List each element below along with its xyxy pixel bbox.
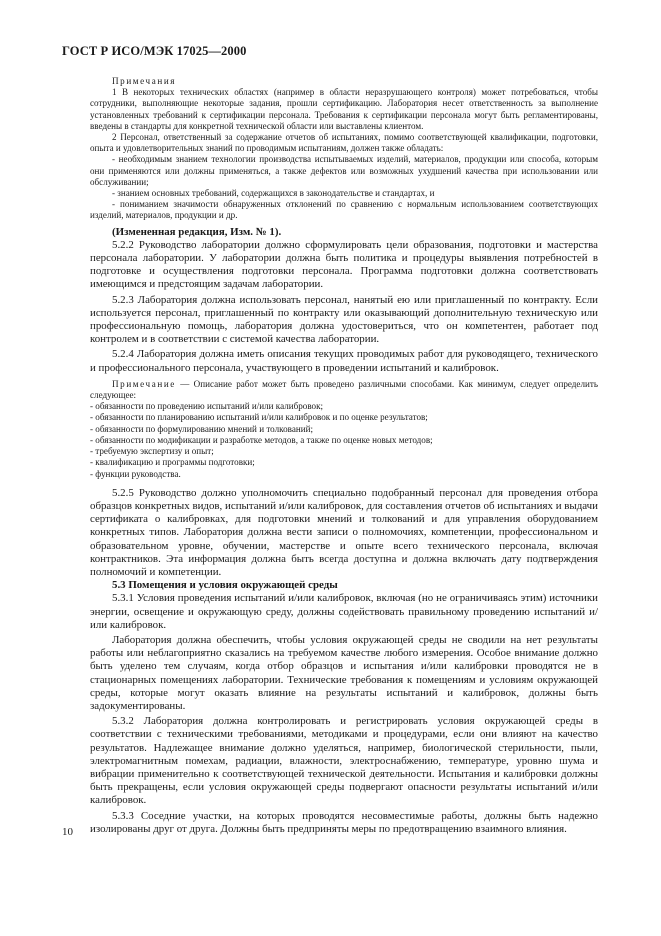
page-header: ГОСТ Р ИСО/МЭК 17025—2000 — [62, 44, 247, 58]
note-bullet: - обязанности по формулированию мнений и толкований; — [90, 423, 313, 434]
note-item-1: 1 В некоторых технических областях (например в области неразрушающего контроля) может потребоваться, чтобы сотрудники, выполняющие некоторые задания, прошли сертификацию. Лаборатория несет ответственность за выполнение установленных требований к сертификации персонала. Требования к сертификации персонала могут быть регламентированы, введены в стандарты для конкретной технической области или выставлены клиентом. — [90, 87, 598, 131]
note-item-2: 2 Персонал, ответственный за содержание отчетов об испытаниях, помимо соответствующей квалификации, подготовки, опыта и удовлетворительных знаний по проводимым испытаниям, должен также обладать: — [90, 132, 598, 154]
note-label: Примечание — [112, 378, 176, 389]
note-bullet: - требуемую экспертизу и опыт; — [90, 446, 214, 457]
page-number: 10 — [62, 826, 73, 838]
note-bullet: - знанием основных требований, содержащихся в законодательстве и стандартах, и — [112, 188, 435, 199]
section-heading-5-3: 5.3 Помещения и условия окружающей среды — [112, 579, 338, 592]
note-block-2 — [90, 379, 598, 480]
note-bullet: - функции руководства. — [90, 468, 181, 479]
paragraph-5-2-5: 5.2.5 Руководство должно уполномочить специально подобранный персонал для проведения отбора образцов конкретных видов, испытаний и/или калибровок, для составления отчетов об испытаниях и выдачи сертификата о калибровках, для подготовки мнений и толкований и для управления оборудованием конкретных типов. Лаборатория должна вести записи о полномочиях, компетенции, профессиональном и образовательном уровне, обучении, мастерстве и опыте всего технического персонала, включая контрактников. Эта информация должна быть всегда доступна и должна включать дату подтверждения полномочий и компетенции. — [90, 486, 598, 578]
note-block-1 — [90, 76, 598, 222]
main-text — [90, 226, 598, 375]
paragraph-5-2-3: 5.2.3 Лаборатория должна использовать персонал, нанятый ею или приглашенный по контракту. Если используется персонал, приглашенный по контракту или оказывающий дополнительную техническую или профессиональную помощь, лаборатория должна удостовериться, что он компетентен, работает под контролем и в соответствии с системой качества лаборатории. — [90, 293, 598, 346]
paragraph-5-2-4: 5.2.4 Лаборатория должна иметь описания текущих проводимых работ для руководящего, технического и профессионального персонала, участвующего в проведении испытаний и калибровок. — [90, 348, 598, 374]
note-bullet: - обязанности по модификации и разработке методов, а также по оценке новых методов; — [90, 434, 433, 445]
page-body — [90, 76, 598, 836]
paragraph-5-3-2: 5.3.2 Лаборатория должна контролировать и регистрировать условия окружающей среды в соответствии с техническими требованиями, методиками и процедурами, если они влияют на качество результатов. Надлежащее внимание должно уделяться, например, биологической стерильности, пыли, электромагнитным помехам, радиации, влажности, электроснабжению, температуре, уровню шума и вибрации применительно к соответствующей технической деятельности. Испытания и калибровки должны быть прекращены, если условия окружающей среды подвергают опасности результаты испытаний и/или калибровок. — [90, 715, 598, 807]
note-bullet: - необходимым знанием технологии производства испытываемых изделий, материалов, продукции или способа, которым они применяются или должны применяться, а также дефектов или возможных ухудшений качества при использовании или обслуживании; — [90, 154, 598, 187]
paragraph-5-3-1-cont: Лаборатория должна обеспечить, чтобы условия окружающей среды не сводили на нет результаты работы или неблагоприятно сказались на требуемом качестве любого измерения. Особое внимание должно быть уделено тем случаям, когда отбор образцов и испытания и/или калибровки проводятся не в стационарных помещениях лаборатории. Технические требования к помещениям и условиям окружающей среды, которые могут оказать влияние на результаты испытаний и калибровок, должны быть задокументированы. — [90, 633, 598, 712]
note-bullet: - обязанности по проведению испытаний и/или калибровок; — [90, 401, 324, 412]
note-bullet: - обязанности по планированию испытаний и/или калибровок и по оценке результатов; — [90, 412, 428, 423]
note-bullet: - пониманием значимости обнаруженных отклонений по сравнению с нормальным использованием соответствующих изделий, материалов, продукции и др. — [90, 199, 598, 221]
note-bullet: - квалификацию и программы подготовки; — [90, 457, 255, 468]
note-2-text: — Описание работ может быть проведено различными способами. Как минимум, следует определить следующее: — [90, 378, 598, 401]
note-label: Примечания — [112, 76, 177, 86]
paragraph-5-3-1: 5.3.1 Условия проведения испытаний и/или калибровок, включая (но не ограничиваясь этим) источники энергии, освещение и окружающую среду, должны содействовать правильному проведению испытаний и/или калибровок. — [90, 592, 598, 631]
paragraph-5-2-2: 5.2.2 Руководство лаборатории должно сформулировать цели образования, подготовки и мастерства персонала лаборатории. У лаборатории должна быть политика и процедуры выявления потребностей в подготовке и осуществления подготовки персонала. Программа подготовки должна соответствовать имеющимся и предстоящим задачам лаборатории. — [90, 238, 598, 291]
paragraph-5-3-3: 5.3.3 Соседние участки, на которых проводятся несовместимые работы, должны быть надежно изолированы друг от друга. Должны быть предприняты меры по предотвращению взаимного влияния. — [90, 809, 598, 835]
amendment-note: (Измененная редакция, Изм. № 1). — [112, 225, 282, 238]
note-2-intro — [90, 379, 598, 401]
main-text-2 — [90, 487, 598, 836]
